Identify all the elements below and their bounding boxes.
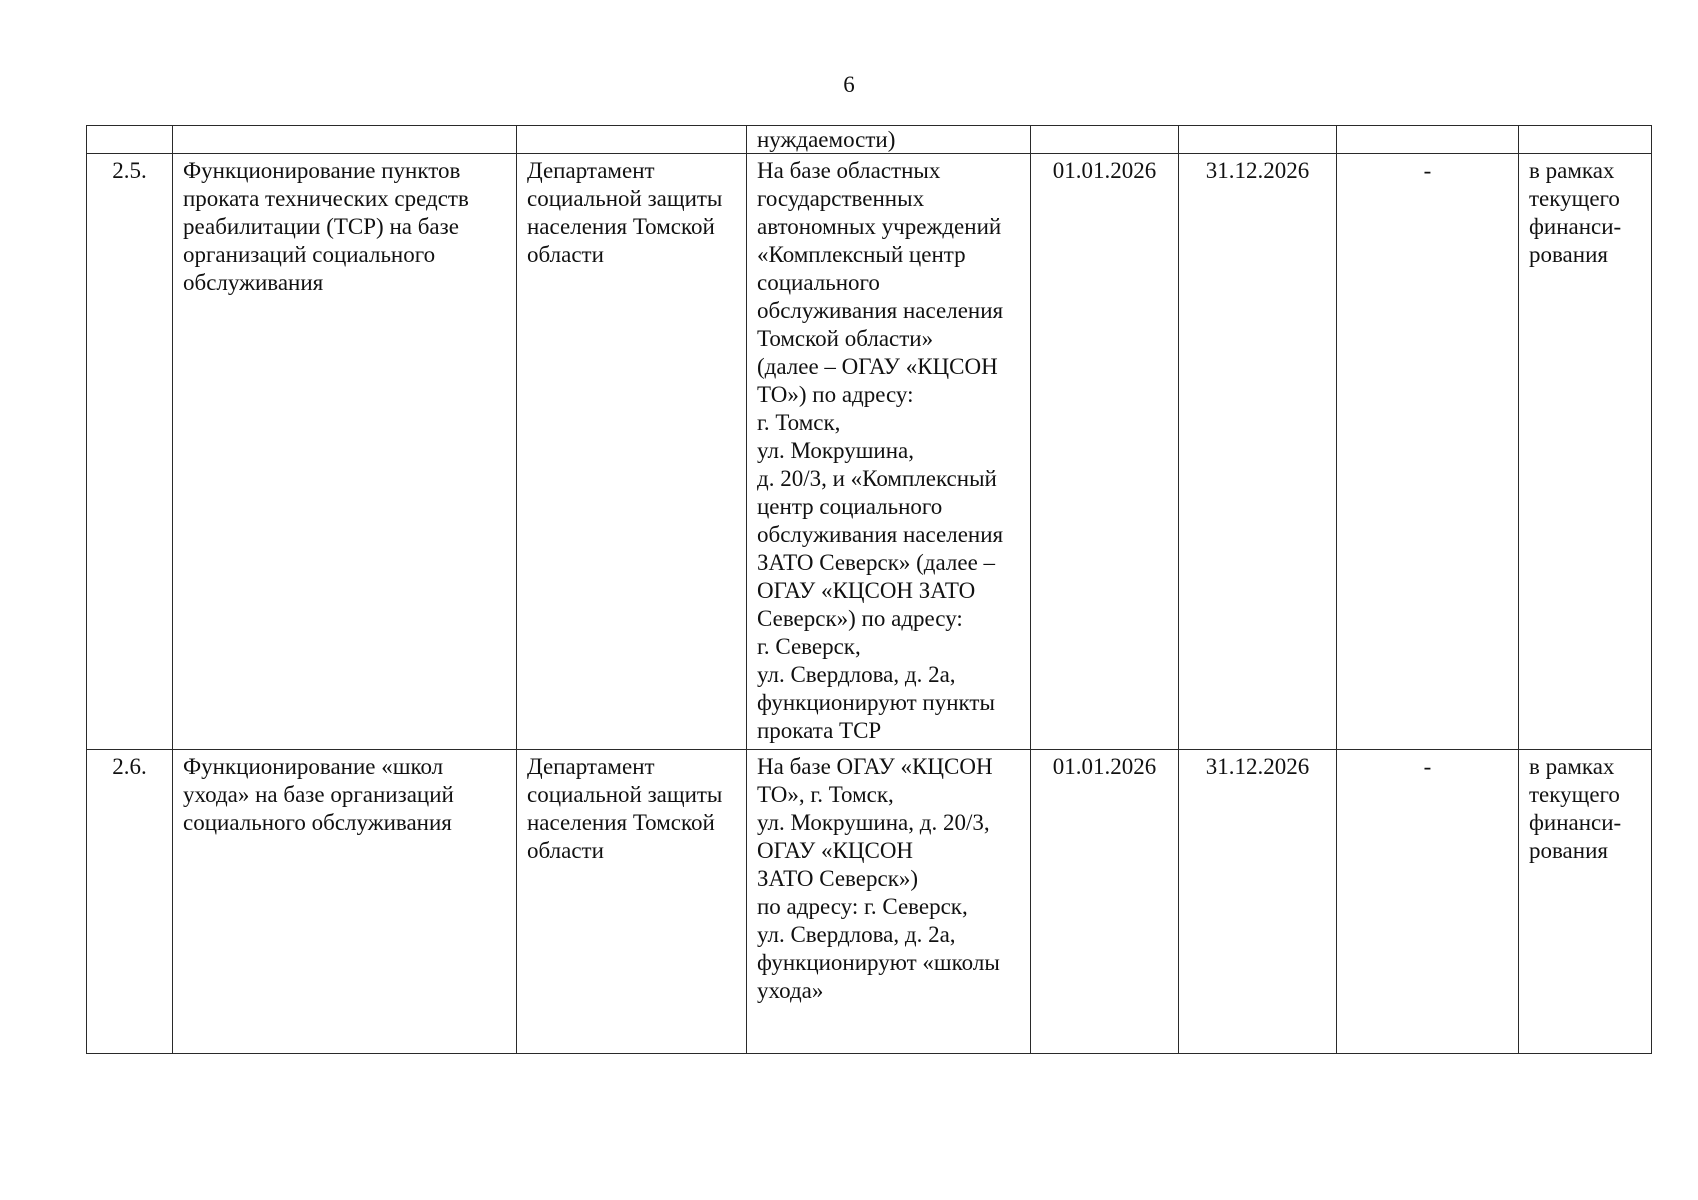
activities-table [86, 125, 1652, 1054]
cell-responsible [517, 126, 747, 154]
cell-number: 2.6. [87, 750, 173, 1054]
cell-responsible: Департамент социальной защиты населения Томской области [517, 154, 747, 750]
cell-number: 2.5. [87, 154, 173, 750]
cell-amount: - [1337, 154, 1519, 750]
table-row [87, 154, 1652, 750]
page-number: 6 [843, 72, 855, 97]
cell-result: нуждаемости) [747, 126, 1031, 154]
table-row-continuation [87, 126, 1652, 154]
cell-activity: Функционирование пунктов проката технических средств реабилитации (ТСР) на базе организаций социального обслуживания [173, 154, 517, 750]
cell-number [87, 126, 173, 154]
cell-amount: - [1337, 750, 1519, 1054]
cell-amount [1337, 126, 1519, 154]
cell-funding-source: в рамках текущего финанси- рования [1519, 154, 1652, 750]
cell-activity: Функционирование «школ ухода» на базе организаций социального обслуживания [173, 750, 517, 1054]
cell-result: На базе ОГАУ «КЦСОН ТО», г. Томск, ул. Мокрушина, д. 20/3, ОГАУ «КЦСОН ЗАТО Северск») по адресу: г. Северск, ул. Свердлова, д. 2а, функционируют «школы ухода» [747, 750, 1031, 1054]
cell-end-date [1179, 126, 1337, 154]
cell-funding-source [1519, 126, 1652, 154]
cell-start-date: 01.01.2026 [1031, 750, 1179, 1054]
cell-result: На базе областных государственных автономных учреждений «Комплексный центр социального обслуживания населения Томской области» (далее – ОГАУ «КЦСОН ТО») по адресу: г. Томск, ул. Мокрушина, д. 20/3, и «Комплексный центр социального обслуживания населения ЗАТО Северск» (далее – ОГАУ «КЦСОН ЗАТО Северск») по адресу: г. Северск, ул. Свердлова, д. 2а, функционируют пункты проката ТСР [747, 154, 1031, 750]
cell-start-date [1031, 126, 1179, 154]
cell-start-date: 01.01.2026 [1031, 154, 1179, 750]
table-row [87, 750, 1652, 1054]
cell-responsible: Департамент социальной защиты населения Томской области [517, 750, 747, 1054]
cell-activity [173, 126, 517, 154]
cell-funding-source: в рамках текущего финанси- рования [1519, 750, 1652, 1054]
cell-end-date: 31.12.2026 [1179, 154, 1337, 750]
cell-end-date: 31.12.2026 [1179, 750, 1337, 1054]
